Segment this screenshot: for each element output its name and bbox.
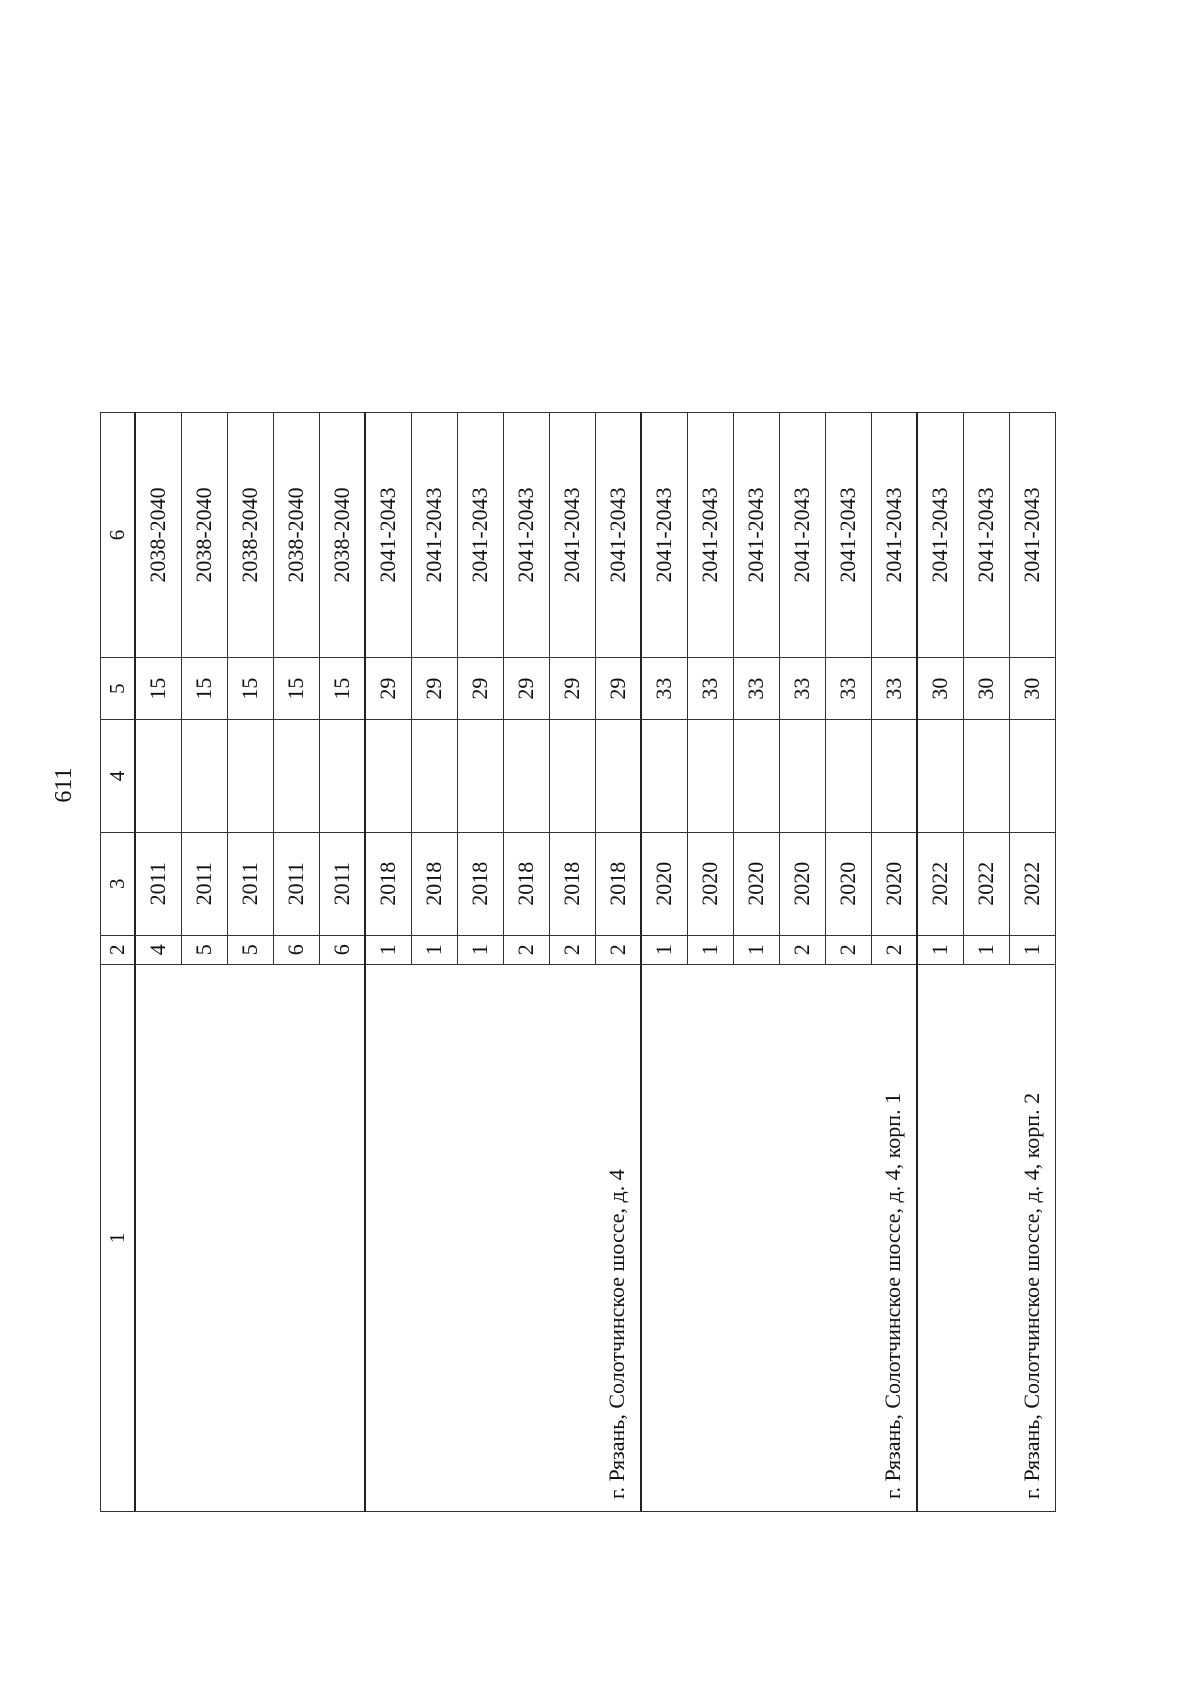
cell-c3: 2011	[135, 832, 181, 935]
cell-c4	[779, 720, 825, 833]
cell-c2: 2	[595, 935, 641, 964]
cell-c6: 2041-2043	[963, 413, 1009, 658]
cell-c2: 2	[503, 935, 549, 964]
cell-c4	[549, 720, 595, 833]
cell-c4	[411, 720, 457, 833]
cell-c6: 2041-2043	[411, 413, 457, 658]
cell-c2: 1	[963, 935, 1009, 964]
cell-c6: 2041-2043	[595, 413, 641, 658]
cell-c5: 29	[411, 657, 457, 719]
address-cell: г. Рязань, Солотчинское шоссе, д. 4, корп. 2	[917, 964, 1055, 1511]
cell-c2: 5	[227, 935, 273, 964]
cell-c4	[457, 720, 503, 833]
cell-c5: 15	[181, 657, 227, 719]
cell-c2: 1	[365, 935, 411, 964]
cell-c6: 2041-2043	[779, 413, 825, 658]
cell-c5: 15	[227, 657, 273, 719]
cell-c2: 1	[733, 935, 779, 964]
cell-c2: 5	[181, 935, 227, 964]
cell-c2: 1	[641, 935, 687, 964]
page-number: 611	[51, 767, 77, 803]
cell-c3: 2020	[687, 832, 733, 935]
cell-c6: 2041-2043	[641, 413, 687, 658]
cell-c5: 15	[135, 657, 181, 719]
cell-c2: 1	[411, 935, 457, 964]
cell-c3: 2018	[549, 832, 595, 935]
cell-c4	[595, 720, 641, 833]
table-header	[101, 413, 136, 1512]
cell-c5: 30	[963, 657, 1009, 719]
cell-c5: 15	[319, 657, 365, 719]
table-body	[135, 413, 1055, 1512]
cell-c3: 2018	[411, 832, 457, 935]
cell-c3: 2022	[963, 832, 1009, 935]
cell-c5: 33	[687, 657, 733, 719]
cell-c3: 2018	[365, 832, 411, 935]
header-col-3: 3	[101, 832, 136, 935]
table-row	[135, 413, 181, 1512]
cell-c3: 2011	[273, 832, 319, 935]
cell-c3: 2011	[319, 832, 365, 935]
header-row	[101, 413, 136, 1512]
cell-c6: 2041-2043	[687, 413, 733, 658]
cell-c3: 2022	[1009, 832, 1055, 935]
cell-c4	[181, 720, 227, 833]
cell-c4	[503, 720, 549, 833]
cell-c4	[733, 720, 779, 833]
cell-c6: 2038-2040	[273, 413, 319, 658]
cell-c2: 6	[273, 935, 319, 964]
cell-c6: 2038-2040	[181, 413, 227, 658]
cell-c5: 15	[273, 657, 319, 719]
rotated-table-container	[100, 412, 1056, 1512]
address-cell: г. Рязань, Солотчинское шоссе, д. 4, корп. 1	[641, 964, 917, 1511]
cell-c2: 2	[871, 935, 917, 964]
cell-c4	[365, 720, 411, 833]
cell-c5: 33	[733, 657, 779, 719]
schedule-table	[100, 412, 1056, 1512]
cell-c5: 29	[457, 657, 503, 719]
cell-c2: 4	[135, 935, 181, 964]
cell-c6: 2041-2043	[733, 413, 779, 658]
cell-c3: 2020	[733, 832, 779, 935]
header-col-5: 5	[101, 657, 136, 719]
cell-c4	[917, 720, 963, 833]
cell-c4	[641, 720, 687, 833]
cell-c5: 29	[365, 657, 411, 719]
cell-c3: 2018	[457, 832, 503, 935]
header-col-2: 2	[101, 935, 136, 964]
cell-c6: 2038-2040	[319, 413, 365, 658]
cell-c4	[687, 720, 733, 833]
cell-c4	[1009, 720, 1055, 833]
cell-c4	[871, 720, 917, 833]
cell-c3: 2018	[503, 832, 549, 935]
cell-c5: 29	[549, 657, 595, 719]
cell-c3: 2018	[595, 832, 641, 935]
cell-c3: 2020	[871, 832, 917, 935]
cell-c4	[319, 720, 365, 833]
cell-c4	[273, 720, 319, 833]
cell-c5: 30	[917, 657, 963, 719]
address-cell	[135, 964, 365, 1511]
table-row	[641, 413, 687, 1512]
table-row	[917, 413, 963, 1512]
cell-c6: 2038-2040	[227, 413, 273, 658]
cell-c6: 2041-2043	[549, 413, 595, 658]
cell-c6: 2038-2040	[135, 413, 181, 658]
cell-c3: 2020	[641, 832, 687, 935]
cell-c4	[963, 720, 1009, 833]
cell-c3: 2020	[825, 832, 871, 935]
header-col-4: 4	[101, 720, 136, 833]
cell-c5: 29	[595, 657, 641, 719]
cell-c2: 2	[549, 935, 595, 964]
cell-c6: 2041-2043	[457, 413, 503, 658]
header-col-6: 6	[101, 413, 136, 658]
cell-c5: 30	[1009, 657, 1055, 719]
cell-c5: 33	[641, 657, 687, 719]
table-row	[365, 413, 411, 1512]
cell-c6: 2041-2043	[825, 413, 871, 658]
header-col-1: 1	[101, 964, 136, 1511]
cell-c2: 1	[917, 935, 963, 964]
cell-c4	[227, 720, 273, 833]
cell-c6: 2041-2043	[1009, 413, 1055, 658]
cell-c5: 33	[871, 657, 917, 719]
cell-c6: 2041-2043	[365, 413, 411, 658]
cell-c5: 33	[779, 657, 825, 719]
cell-c2: 6	[319, 935, 365, 964]
cell-c2: 1	[457, 935, 503, 964]
cell-c2: 1	[687, 935, 733, 964]
cell-c5: 29	[503, 657, 549, 719]
cell-c6: 2041-2043	[871, 413, 917, 658]
cell-c2: 1	[1009, 935, 1055, 964]
cell-c5: 33	[825, 657, 871, 719]
cell-c2: 2	[825, 935, 871, 964]
cell-c4	[135, 720, 181, 833]
cell-c6: 2041-2043	[917, 413, 963, 658]
cell-c2: 2	[779, 935, 825, 964]
cell-c3: 2011	[227, 832, 273, 935]
cell-c4	[825, 720, 871, 833]
cell-c6: 2041-2043	[503, 413, 549, 658]
address-cell: г. Рязань, Солотчинское шоссе, д. 4	[365, 964, 641, 1511]
cell-c3: 2022	[917, 832, 963, 935]
cell-c3: 2020	[779, 832, 825, 935]
cell-c3: 2011	[181, 832, 227, 935]
